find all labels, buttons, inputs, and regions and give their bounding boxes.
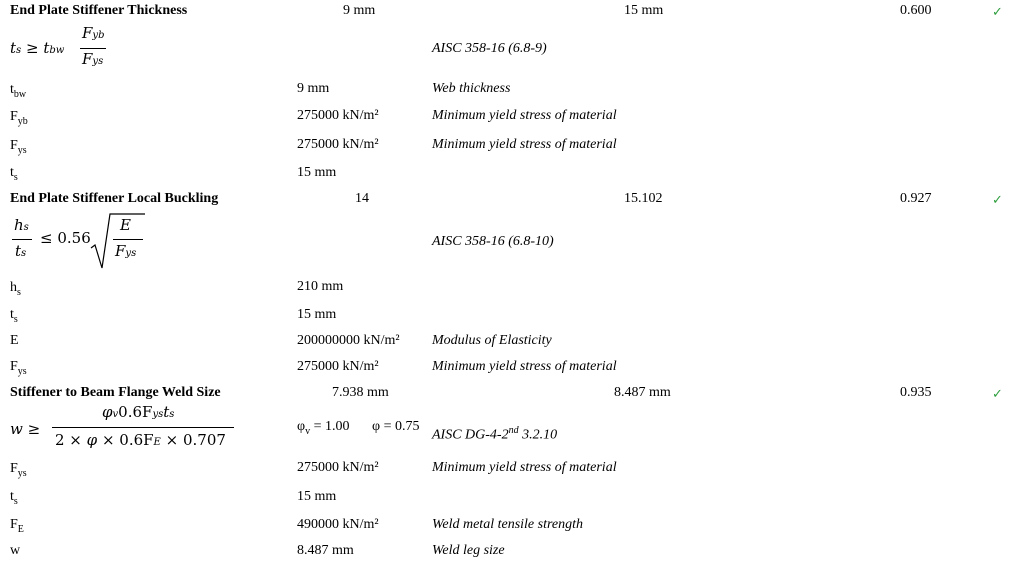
param-symbol: $t_{bw}$ bbox=[10, 82, 27, 100]
required-value: 9 mm bbox=[343, 3, 376, 18]
formula-numerator: F bbox=[82, 24, 93, 42]
formula-denominator: t bbox=[15, 242, 22, 260]
phi-factor: φ = 0.75 bbox=[372, 419, 420, 434]
param-value: 210 mm bbox=[297, 279, 344, 294]
formula-lhs: w bbox=[10, 420, 23, 438]
formula-denominator-sub: ys bbox=[92, 56, 104, 67]
check-icon: ✓ bbox=[992, 4, 1003, 19]
param-symbol: $h_s$ bbox=[10, 280, 21, 298]
formula-coef: 0.56 bbox=[57, 229, 91, 247]
param-value: 8.487 mm bbox=[297, 543, 354, 558]
check-icon: ✓ bbox=[992, 192, 1003, 207]
section-title: End Plate Stiffener Thickness bbox=[10, 3, 188, 18]
param-value: 15 mm bbox=[297, 307, 337, 322]
reference-text: AISC 358-16 (6.8-9) bbox=[432, 41, 547, 56]
param-symbol: $t_s$ bbox=[10, 307, 18, 325]
param-value: 275000 kN/m² bbox=[297, 359, 379, 374]
param-value: 275000 kN/m² bbox=[297, 460, 379, 475]
param-description: Weld leg size bbox=[432, 543, 505, 558]
required-value: 7.938 mm bbox=[332, 385, 389, 400]
formula-coef-sub: bw bbox=[49, 45, 65, 56]
param-description: Minimum yield stress of material bbox=[432, 108, 617, 123]
formula-operator: ≥ bbox=[27, 420, 41, 438]
ratio-value: 0.600 bbox=[900, 3, 932, 18]
provided-value: 15.102 bbox=[624, 191, 663, 206]
param-value: 200000000 kN/m² bbox=[297, 333, 400, 348]
formula-root-denominator-sub: ys bbox=[125, 248, 137, 259]
formula-root-numerator: E bbox=[120, 216, 131, 234]
formula-operator: ≤ bbox=[40, 229, 53, 247]
param-value: 275000 kN/m² bbox=[297, 108, 379, 123]
param-description: Minimum yield stress of material bbox=[432, 359, 617, 374]
param-symbol: $t_s$ bbox=[10, 165, 18, 183]
check-icon: ✓ bbox=[992, 386, 1003, 401]
ratio-value: 0.927 bbox=[900, 191, 932, 206]
fraction-bar bbox=[52, 427, 234, 428]
reference-text: AISC 358-16 (6.8-10) bbox=[432, 234, 554, 249]
param-value: 15 mm bbox=[297, 165, 337, 180]
param-description: Modulus of Elasticity bbox=[432, 333, 552, 348]
param-symbol: $t_s$ bbox=[10, 489, 18, 507]
param-value: 9 mm bbox=[297, 81, 330, 96]
formula-root-denominator: F bbox=[115, 242, 126, 260]
param-symbol: $F_E$ bbox=[10, 517, 24, 535]
param-description: Minimum yield stress of material bbox=[432, 460, 617, 475]
provided-value: 8.487 mm bbox=[614, 385, 671, 400]
param-symbol: w bbox=[10, 543, 21, 558]
fraction-bar bbox=[80, 48, 106, 49]
formula-numerator-sub: yb bbox=[92, 30, 105, 41]
reference-text: AISC DG-4-2nd 3.2.10 bbox=[432, 425, 558, 443]
param-value: 490000 kN/m² bbox=[297, 517, 379, 532]
formula-operator: ≥ bbox=[25, 39, 39, 57]
param-symbol: $F_{yb}$ bbox=[10, 109, 28, 127]
formula-denominator-sub: s bbox=[21, 248, 27, 259]
fraction-bar bbox=[113, 239, 143, 240]
ratio-value: 0.935 bbox=[900, 385, 932, 400]
section-title: Stiffener to Beam Flange Weld Size bbox=[10, 385, 221, 400]
provided-value: 15 mm bbox=[624, 3, 664, 18]
section-title: End Plate Stiffener Local Buckling bbox=[10, 191, 219, 206]
param-value: 275000 kN/m² bbox=[297, 137, 379, 152]
param-symbol: $F_{ys}$ bbox=[10, 138, 27, 156]
formula-lhs: t bbox=[10, 39, 17, 57]
required-value: 14 bbox=[355, 191, 369, 206]
param-description: Minimum yield stress of material bbox=[432, 137, 617, 152]
param-symbol: $F_{ys}$ bbox=[10, 461, 27, 479]
param-value: 15 mm bbox=[297, 489, 337, 504]
param-description: Weld metal tensile strength bbox=[432, 517, 583, 532]
formula-lhs-sub: s bbox=[16, 45, 22, 56]
formula-phi: φ bbox=[102, 403, 113, 421]
formula-denominator: F bbox=[82, 50, 93, 68]
param-symbol: E bbox=[10, 333, 19, 348]
fraction-bar bbox=[12, 239, 32, 240]
param-description: Web thickness bbox=[432, 81, 511, 96]
phi-v-factor: $\varphi_v = 1.00$ bbox=[297, 419, 350, 437]
formula-numerator-sub: s bbox=[23, 222, 29, 233]
formula-numerator: h bbox=[14, 216, 24, 234]
formula-coef: t bbox=[43, 39, 50, 57]
param-symbol: $F_{ys}$ bbox=[10, 359, 27, 377]
